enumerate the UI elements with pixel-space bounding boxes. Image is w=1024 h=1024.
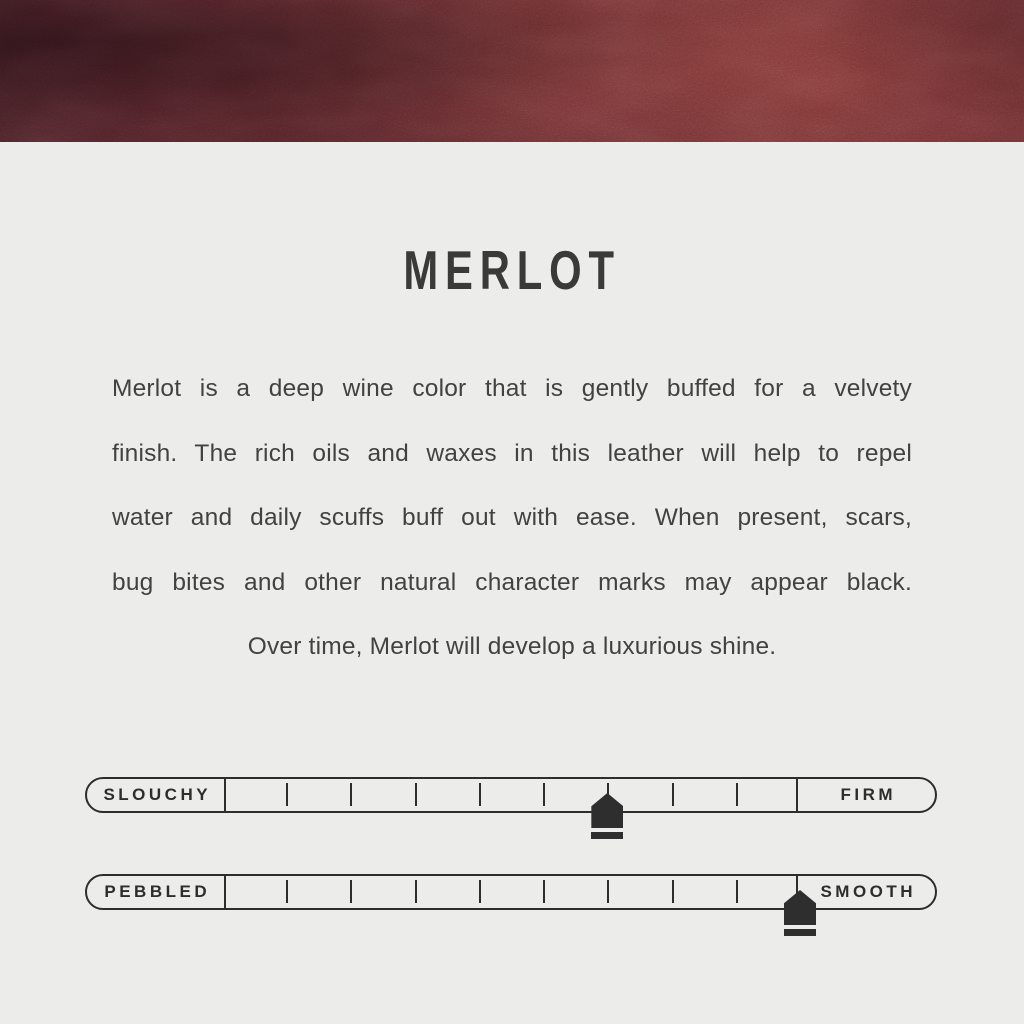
scale-tick (672, 783, 674, 806)
texture-scale (85, 874, 937, 910)
scale-tick (286, 880, 288, 903)
marker-nib-shape (784, 890, 816, 925)
scale-tick (415, 880, 417, 903)
scale-right-section (796, 779, 935, 811)
scale-tick (350, 783, 352, 806)
scale-left-label: PEBBLED (104, 882, 211, 901)
scale-tick (350, 880, 352, 903)
marker-bar-shape (591, 832, 623, 839)
description-line: finish. The rich oils and waxes in this leather will help to repel (112, 439, 912, 467)
scale-tick (415, 783, 417, 806)
scale-right-section (796, 876, 935, 908)
scale-tick (672, 880, 674, 903)
structure-scale (85, 777, 937, 813)
scale-tick (543, 783, 545, 806)
scale-left-section (87, 876, 226, 908)
description-line: Over time, Merlot will develop a luxurious shine. (247, 633, 777, 660)
scale-marker-nib-icon (591, 793, 623, 839)
merlot-leather-swatch-image (0, 0, 1024, 142)
scale-tick (479, 880, 481, 903)
scale-tick (543, 880, 545, 903)
marker-bar-shape (784, 929, 816, 936)
description-line: water and daily scuffs buff out with ease. When present, scars, (112, 504, 912, 531)
color-name-title: MERLOT (403, 239, 621, 301)
title-row (0, 239, 1024, 301)
scale-left-section (87, 779, 226, 811)
scale-tick (479, 783, 481, 806)
scale-right-label: SMOOTH (820, 882, 917, 901)
description-line: Merlot is a deep wine color that is gently buffed for a velvety (112, 375, 912, 402)
marker-nib-shape (591, 793, 623, 828)
scale-left-label: SLOUCHY (103, 785, 212, 804)
scale-right-label: FIRM (840, 785, 897, 804)
description-line: bug bites and other natural character marks may appear black. (112, 568, 912, 596)
scale-tick (286, 783, 288, 806)
scale-tick (736, 783, 738, 806)
scale-marker-nib-icon (784, 890, 816, 936)
leather-mottle-texture (0, 0, 1024, 142)
color-description (112, 357, 912, 680)
scale-tick (607, 880, 609, 903)
scale-tick (736, 880, 738, 903)
